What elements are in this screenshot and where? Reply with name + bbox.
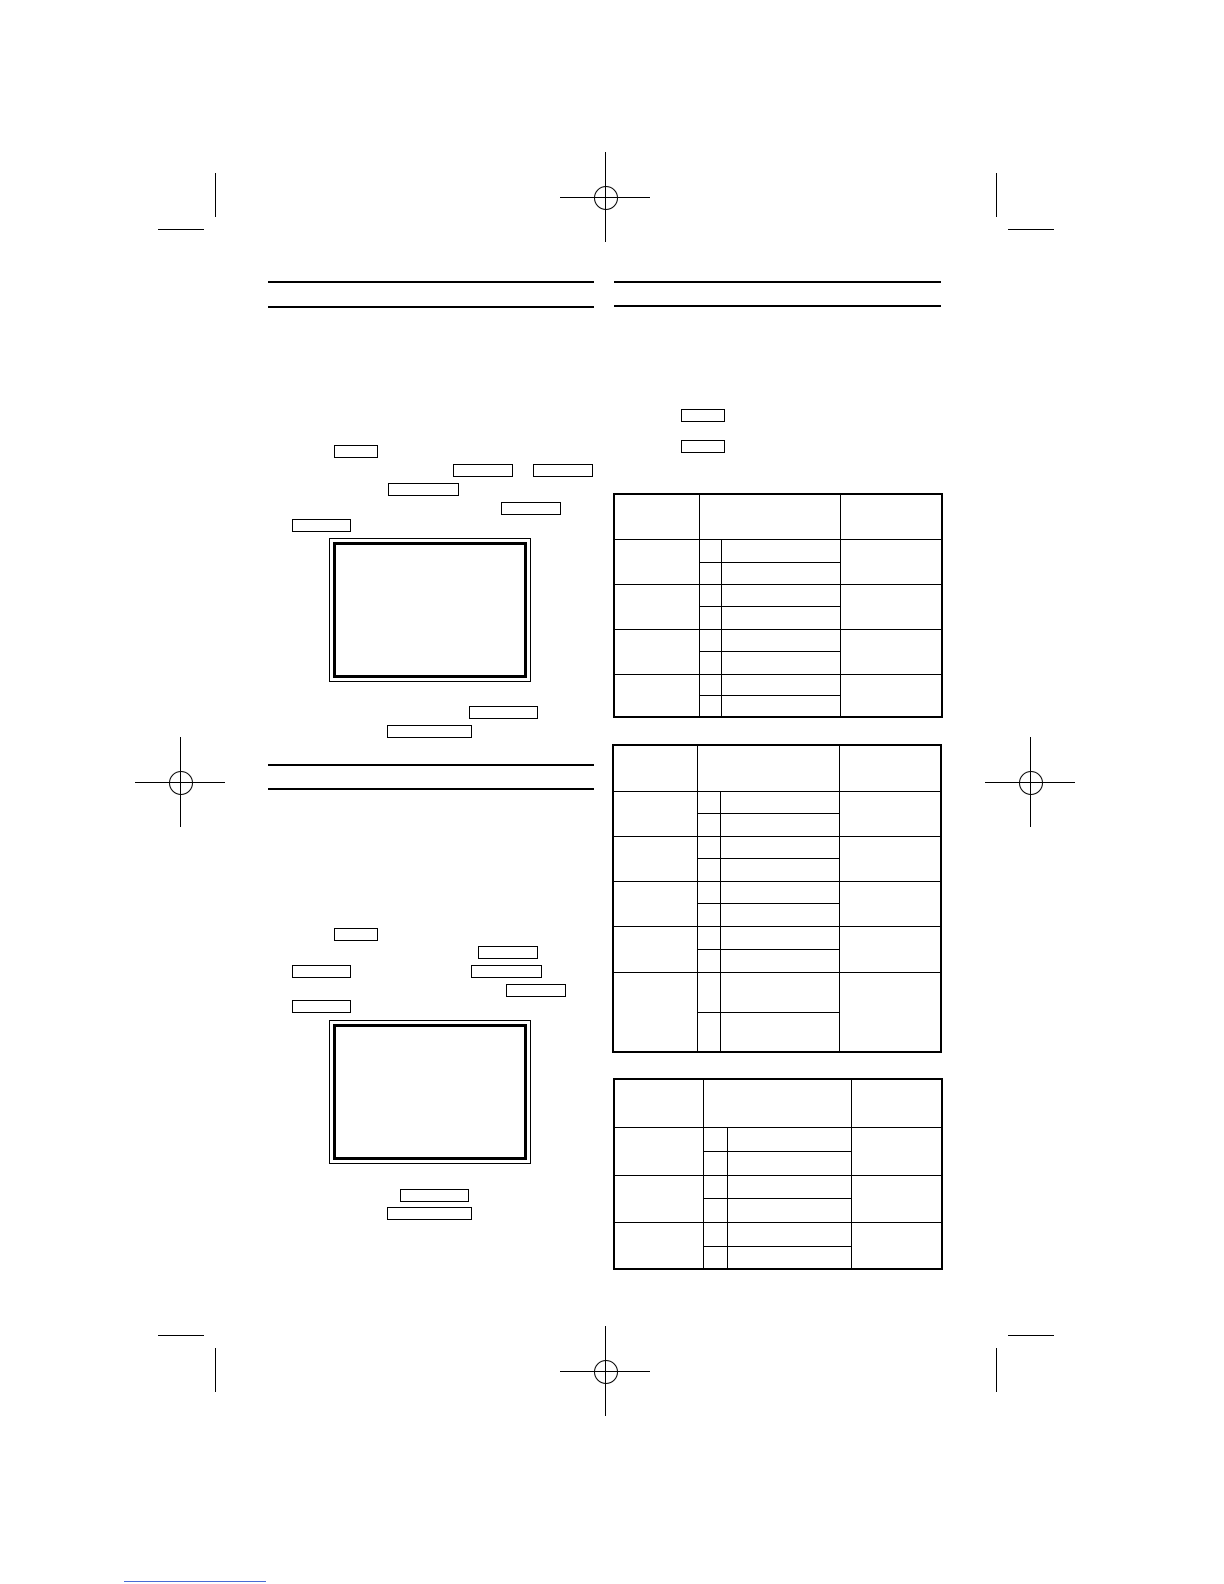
- registration-mark-right: [985, 737, 1075, 827]
- settings-table: [613, 493, 943, 718]
- crop-mark: [158, 1335, 204, 1336]
- underline-link[interactable]: [124, 1581, 266, 1582]
- tv-screen-display: [329, 1020, 531, 1164]
- remote-button-key: [387, 1207, 472, 1220]
- crop-mark: [1008, 229, 1054, 230]
- section-rule-top: [268, 281, 594, 283]
- section-rule-top: [614, 281, 941, 283]
- registration-mark-left: [135, 737, 225, 827]
- remote-button-key: [471, 965, 542, 978]
- remote-button-key: [506, 984, 566, 997]
- remote-button-key: [334, 445, 378, 458]
- remote-button-key: [334, 928, 378, 941]
- remote-button-key: [453, 464, 513, 477]
- remote-button-key: [478, 946, 538, 959]
- section-heading: [616, 286, 936, 304]
- settings-table: [612, 744, 942, 1053]
- section-rule-bottom: [268, 788, 594, 790]
- remote-button-key: [681, 440, 725, 453]
- remote-button-key: [292, 1000, 351, 1013]
- remote-button-key: [469, 706, 538, 719]
- settings-table: [613, 1078, 943, 1270]
- remote-button-key: [533, 464, 593, 477]
- crop-mark: [996, 173, 997, 217]
- section-rule-top: [268, 764, 594, 766]
- section-heading: [270, 769, 590, 787]
- section-rule-bottom: [614, 305, 941, 307]
- section-rule-bottom: [268, 306, 594, 308]
- remote-button-key: [292, 519, 351, 532]
- registration-mark-bottom: [560, 1326, 650, 1416]
- remote-button-key: [400, 1189, 469, 1202]
- remote-button-key: [681, 409, 725, 422]
- tv-screen-display: [329, 538, 531, 682]
- section-heading: [270, 286, 590, 304]
- crop-mark: [1008, 1335, 1054, 1336]
- crop-mark: [215, 1348, 216, 1392]
- remote-button-key: [292, 965, 351, 978]
- registration-mark-top: [560, 152, 650, 242]
- remote-button-key: [388, 483, 459, 496]
- crop-mark: [158, 229, 204, 230]
- remote-button-key: [387, 725, 472, 738]
- crop-mark: [996, 1348, 997, 1392]
- remote-button-key: [501, 502, 561, 515]
- crop-mark: [215, 173, 216, 217]
